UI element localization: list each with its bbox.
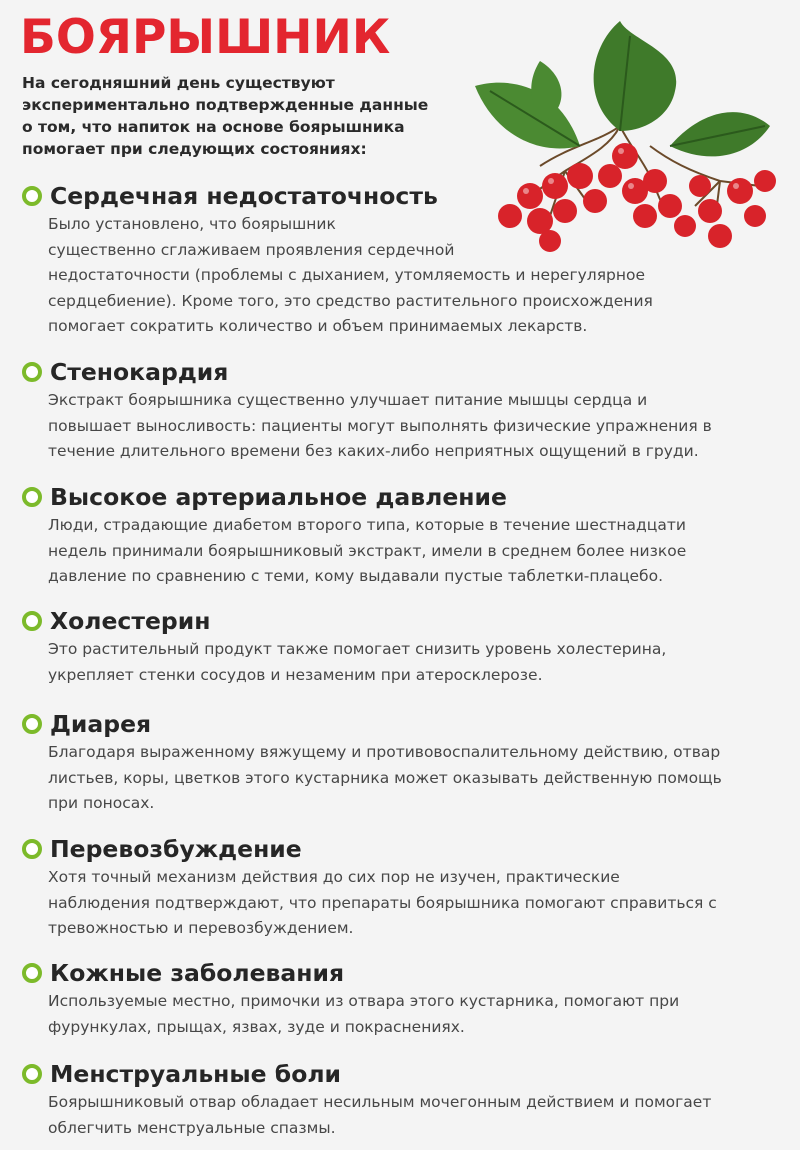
section-header [22,481,782,513]
text-line: течение длительного времени без каких-либо неприятных ощущений в груди. [48,442,699,460]
text-line: укрепляет стенки сосудов и незаменим при атеросклерозе. [48,665,543,684]
leaf-top [594,21,677,131]
section-heart-failure [22,180,782,340]
section-header [22,356,782,388]
section-text [48,388,782,465]
text-line: наблюдения подтверждают, что препараты боярышника помогают справиться с [48,893,717,912]
section-header [22,605,782,637]
text-line: Люди, страдающие диабетом второго типа, которые в течение шестнадцати [48,516,686,534]
text-line: помогает сократить количество и объем принимаемых лекарств. [48,317,588,335]
bullet-icon [22,714,42,734]
bullet-icon [22,362,42,382]
section-text [48,212,782,340]
bullet-icon [22,839,42,859]
section-title: Перевозбуждение [50,835,302,863]
text-line: фурункулах, прыщах, язвах, зуде и покраснениях. [48,1017,465,1036]
text-line: тревожностью и перевозбуждением. [48,919,354,937]
section-title: Стенокардия [50,358,229,386]
section-title: Сердечная недостаточность [50,182,438,210]
text-line: давление по сравнению с теми, кому выдавали пустые таблетки-плацебо. [48,567,663,585]
page-title: БОЯРЫШНИК [20,10,391,65]
section-header [22,180,782,212]
section-cholesterol [22,605,782,688]
section-menstrual-pain [22,1058,782,1141]
section-text [48,1090,782,1141]
text-line: Благодаря выраженному вяжущему и противовоспалительному действию, отвар [48,743,721,761]
section-text [48,637,782,688]
berry [612,143,638,169]
text-line: Используемые местно, примочки из отвара этого кустарника, помогают при [48,992,680,1010]
section-text [48,513,782,590]
text-line: Это растительный продукт также помогает снизить уровень холестерина, [48,640,667,658]
section-title: Холестерин [50,607,211,635]
text-line: Экстракт боярышника существенно улучшает питание мышцы сердца и [48,391,648,409]
section-overexcitement [22,833,782,942]
intro-line: помогает при следующих состояниях: [22,140,367,158]
bullet-icon [22,1064,42,1084]
section-text [48,740,782,817]
section-text [48,989,782,1040]
section-title: Менструальные боли [50,1060,342,1088]
text-line: Было установлено, что боярышник [48,215,336,233]
section-skin-diseases [22,957,782,1040]
intro-text [22,72,442,160]
section-high-blood-pressure [22,481,782,590]
section-angina [22,356,782,465]
intro-line: о том, что напиток на основе боярышника [22,118,405,136]
section-title: Высокое артериальное давление [50,483,507,511]
section-diarrhea [22,708,782,817]
hawthorn-leaves [475,21,770,156]
section-title: Кожные заболевания [50,959,345,987]
text-line: листьев, коры, цветков этого кустарника может оказывать действенную помощь [48,768,722,787]
intro-line: экспериментально подтвержденные данные [22,96,429,114]
section-header [22,833,782,865]
leaf-right [670,112,770,156]
text-line: недель принимали боярышниковый экстракт, имели в среднем более низкое [48,541,687,560]
text-line: недостаточности (проблемы с дыханием, утомляемость и нерегулярное [48,266,646,284]
section-title: Диарея [50,710,152,738]
bullet-icon [22,487,42,507]
text-line: при поносах. [48,794,155,812]
text-line: облегчить менструальные спазмы. [48,1118,336,1137]
section-header [22,708,782,740]
bullet-icon [22,963,42,983]
section-text [48,865,782,942]
text-line: сердцебиение). Кроме того, это средство растительного происхождения [48,291,653,310]
text-line: Боярышниковый отвар обладает несильным мочегонным действием и помогает [48,1093,712,1111]
section-header [22,957,782,989]
bullet-icon [22,611,42,631]
text-line: повышает выносливость: пациенты могут выполнять физические упражнения в [48,416,712,435]
section-header [22,1058,782,1090]
berry-highlight [618,148,624,154]
text-line: существенно сглаживаем проявления сердечной [48,240,455,259]
bullet-icon [22,186,42,206]
text-line: Хотя точный механизм действия до сих пор не изучен, практические [48,868,620,886]
intro-line: На сегодняшний день существуют [22,74,335,92]
